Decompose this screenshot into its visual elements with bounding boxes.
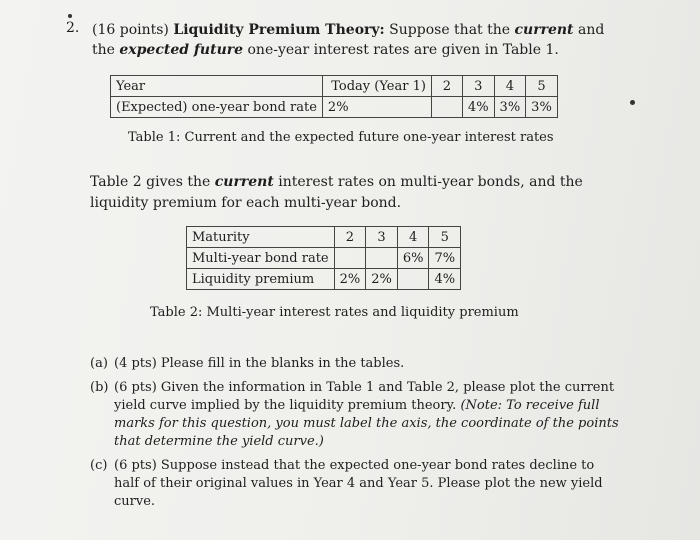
table-1 [110,75,558,118]
part-note: (Note: To receive full marks for this question, you must label the axis, the coordinate of the points that determine the yield curve.) [114,398,619,449]
table1-header-year: Year [111,76,323,97]
part-c [90,457,620,511]
table1-header-today: Today (Year 1) [322,76,431,97]
table1-row-label: (Expected) one-year bond rate [111,97,323,118]
question-points: (16 points) [92,22,169,38]
emph-expected-future: expected future [119,42,244,58]
sub-questions [90,355,620,517]
table2-cell [366,248,398,269]
question-stem [92,20,612,60]
speck-mark [630,100,635,105]
table2-row-label: Liquidity premium [187,269,335,290]
table2-cell: 2% [366,269,398,290]
emph-current: current [514,22,574,38]
table2-header-cell: 5 [429,227,461,248]
stem-text: Suppose that the [389,22,511,38]
speck-mark [68,14,72,18]
table2-cell: 7% [429,248,461,269]
table1-caption: Table 1: Current and the expected future one-year interest rates [128,130,554,145]
table2-cell: 6% [397,248,429,269]
table1-header-cell: 3 [462,76,494,97]
table2-header-maturity: Maturity [187,227,335,248]
table2-cell: 4% [429,269,461,290]
question-number: 2. [66,20,80,36]
part-tag: (c) [90,458,108,473]
intro-text: Table 2 gives the [90,174,211,190]
table2-cell [334,248,366,269]
part-text: (6 pts) Suppose instead that the expected one-year bond rates decline to half of their original values in Year 4 and Year 5. Please plot the new yield curve. [114,458,603,509]
stem-text: and the [92,22,605,58]
part-text: (6 pts) Given the information in Table 1 and Table 2, please plot the current yield curve implied by the liquidity premium theory. [114,380,615,413]
part-a [90,355,620,373]
table2-row-label: Multi-year bond rate [187,248,335,269]
table-2 [186,226,461,290]
table2-header-cell: 2 [334,227,366,248]
table-row [187,248,461,269]
table1-cell: 2% [322,97,431,118]
table1-header-cell: 5 [526,76,558,97]
table-row [111,97,558,118]
table2-header-cell: 4 [397,227,429,248]
table-row [187,227,461,248]
table2-cell [397,269,429,290]
table1-header-cell: 2 [431,76,462,97]
table1-cell: 3% [526,97,558,118]
part-text: (4 pts) Please fill in the blanks in the tables. [114,356,405,371]
table1-header-cell: 4 [494,76,526,97]
table1-cell: 3% [494,97,526,118]
question-title: Liquidity Premium Theory: [173,22,385,38]
table1-cell [431,97,462,118]
part-tag: (b) [90,380,109,395]
table2-header-cell: 3 [366,227,398,248]
stem-text: one-year interest rates are given in Table 1. [247,42,559,58]
table-row [111,76,558,97]
table2-intro [90,172,610,214]
part-b [90,379,620,451]
emph-current: current [214,174,274,190]
part-tag: (a) [90,356,108,371]
table2-cell: 2% [334,269,366,290]
intro-text: interest rates on multi-year bonds, and the liquidity premium for each multi-year bond. [90,174,583,211]
table2-caption: Table 2: Multi-year interest rates and liquidity premium [150,305,519,320]
table1-cell: 4% [462,97,494,118]
table-row [187,269,461,290]
